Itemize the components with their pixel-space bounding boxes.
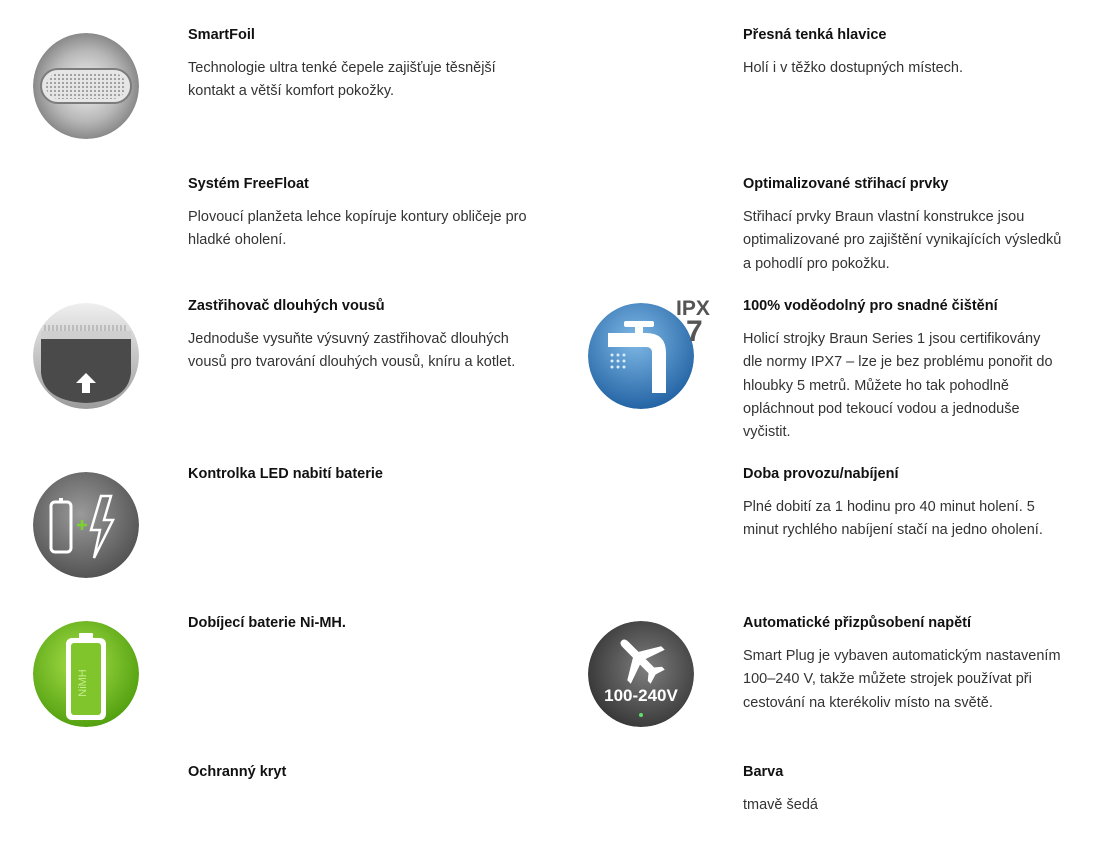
nimh-label: NiMH — [77, 669, 89, 697]
feature-text: tmavě šedá — [743, 797, 818, 813]
feature-voltage-adaptation — [743, 614, 1063, 715]
feature-text: Plovoucí planžeta lehce kopíruje kontury obličeje pro hladké oholení. — [188, 209, 527, 249]
feature-nimh-battery — [188, 614, 528, 645]
feature-cutting-elements — [743, 175, 1063, 276]
feature-text: Střihací prvky Braun vlastní konstrukce jsou optimalizované pro zajištění vynikajících výsledků a pohodlí pro pokožku. — [743, 209, 1062, 272]
airplane-icon — [588, 621, 694, 727]
voltage-label: 100-240V — [604, 686, 678, 705]
feature-protective-cap — [188, 763, 528, 794]
feature-title: Doba provozu/nabíjení — [743, 466, 899, 482]
feature-title: Automatické přizpůsobení napětí — [743, 615, 971, 631]
feature-title: Zastřihovač dlouhých vousů — [188, 298, 385, 314]
ipx-rating-label: 7 — [686, 315, 703, 348]
trimmer-icon — [33, 303, 139, 409]
feature-title: Optimalizované střihací prvky — [743, 176, 949, 192]
feature-text: Holí i v těžko dostupných místech. — [743, 60, 964, 76]
feature-smartfoil — [188, 26, 528, 104]
feature-title: Ochranný kryt — [188, 764, 287, 780]
feature-title: 100% voděodolný pro snadné čištění — [743, 298, 998, 314]
feature-title: SmartFoil — [188, 27, 255, 43]
feature-text: Plné dobití za 1 hodinu pro 40 minut holení. 5 minut rychlého nabíjení stačí na jedno oholení. — [743, 499, 1043, 539]
feature-runtime-charging — [743, 465, 1063, 543]
feature-title: Kontrolka LED nabití baterie — [188, 466, 383, 482]
feature-title: Přesná tenká hlavice — [743, 27, 887, 43]
feature-long-hair-trimmer — [188, 297, 528, 375]
feature-precision-head — [743, 26, 1063, 80]
smartfoil-icon — [33, 33, 139, 139]
feature-text: Smart Plug je vybaven automatickým nastavením 100–240 V, takže můžete strojek používat při cestování na kterékoliv místo na světě. — [743, 648, 1061, 711]
feature-title: Systém FreeFloat — [188, 176, 309, 192]
feature-led-indicator — [188, 465, 528, 496]
feature-text: Technologie ultra tenké čepele zajišťuje těsnější kontakt a větší komfort pokožky. — [188, 60, 496, 100]
feature-text: Jednoduše vysuňte výsuvný zastřihovač dlouhých vousů pro tvarování dlouhých vousů, kníru a kotlet. — [188, 331, 516, 371]
feature-waterproof — [743, 297, 1063, 444]
feature-title: Dobíjecí baterie Ni-MH. — [188, 615, 346, 631]
feature-title: Barva — [743, 764, 784, 780]
feature-text: Holicí strojky Braun Series 1 jsou certifikovány dle normy IPX7 – lze je bez problému ponořit do hloubky 5 metrů. Můžete ho tak pohodlně opláchnout pod tekoucí vodou a jednoduše vyčistit. — [743, 331, 1053, 441]
nimh-battery-icon — [33, 621, 139, 727]
ipx-label: IPX — [676, 297, 710, 320]
feature-freefloat — [188, 175, 528, 253]
feature-color — [743, 763, 1063, 817]
battery-led-icon — [33, 472, 139, 578]
